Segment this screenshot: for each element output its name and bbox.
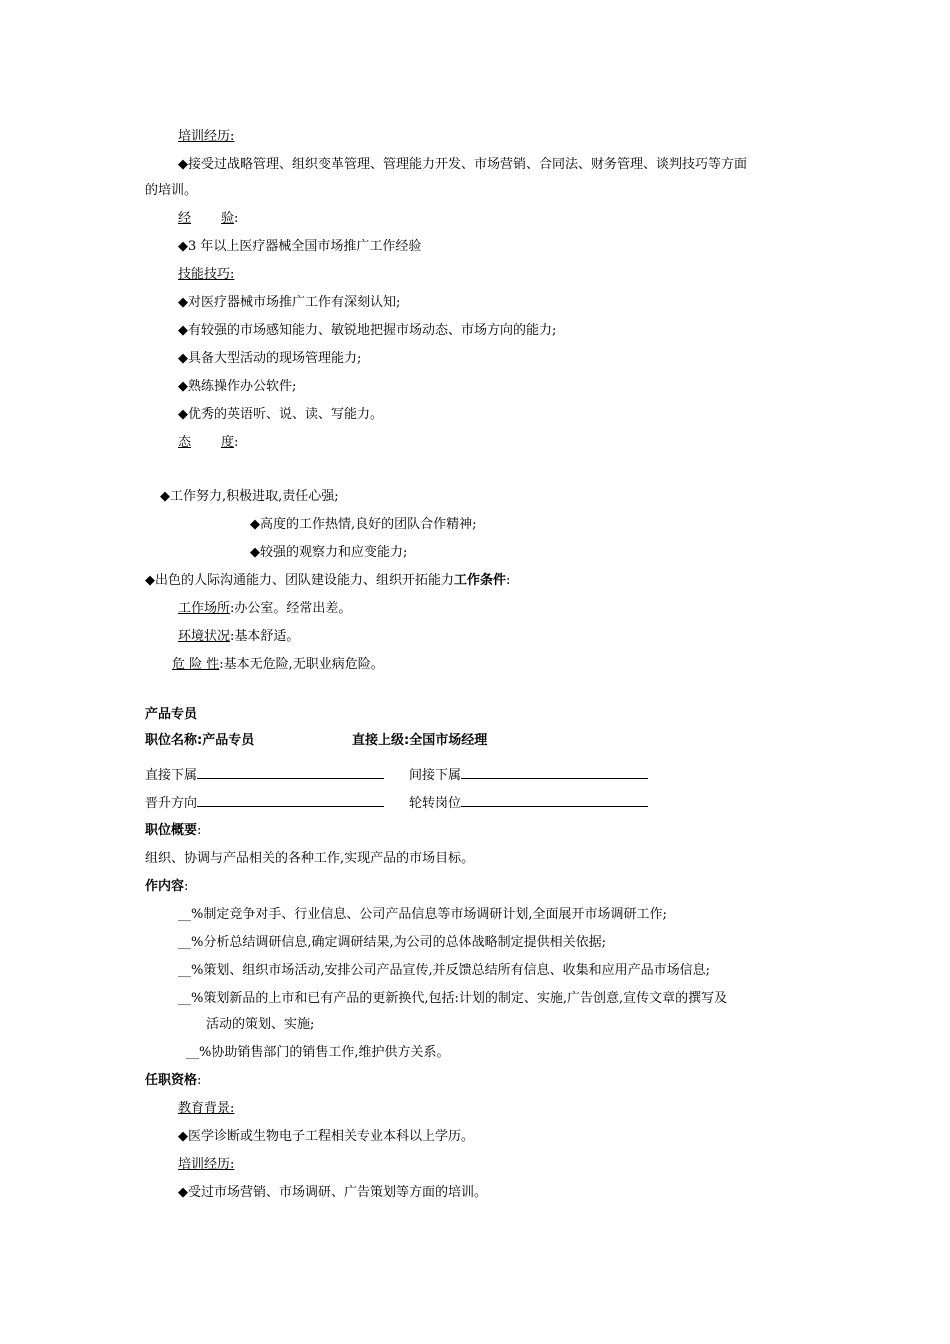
content-item-cont: 活动的策划、实施; [206, 1017, 315, 1032]
attitude-label [178, 435, 238, 451]
environment-value: :基本舒适。 [230, 629, 300, 644]
attitude-label-b: 度 [221, 435, 235, 450]
attitude-label-a: 态 [178, 435, 192, 450]
training-label: 培训经历: [178, 129, 235, 144]
qualification-heading [145, 1073, 201, 1089]
overview-heading [145, 823, 201, 839]
workplace-label: 工作场所 [178, 601, 231, 616]
danger-label: 危 险 性 [172, 657, 220, 672]
content-item: __%协助销售部门的销售工作,维护供方关系。 [186, 1045, 450, 1060]
content-item: __%制定竞争对手、行业信息、公司产品信息等市场调研计划,全面展开市场调研工作; [178, 907, 667, 922]
experience-colon: : [234, 211, 239, 226]
training-item-2: ◆受过市场营销、市场调研、广告策划等方面的培训。 [178, 1185, 487, 1200]
attitude-label-text [178, 435, 234, 450]
attitude-item: ◆工作努力,积极进取,责任心强; [160, 489, 339, 504]
experience-label-text [178, 211, 234, 226]
indirect-subordinate-label: 间接下属 [409, 768, 462, 783]
experience-label [178, 211, 238, 227]
content-item: __%策划、组织市场活动,安排公司产品宣传,并反馈总结所有信息、收集和应用产品市场信息; [178, 963, 710, 978]
skills-item: ◆有较强的市场感知能力、敏锐地把握市场动态、市场方向的能力; [178, 323, 557, 338]
experience-label-b: 验 [221, 211, 235, 226]
overview-label: 职位概要 [145, 823, 198, 838]
rotation-label: 轮转岗位 [409, 796, 462, 811]
danger-value: :基本无危险,无职业病危险。 [219, 657, 384, 672]
skills-item: ◆对医疗器械市场推广工作有深刻认知; [178, 295, 401, 310]
promotion-label: 晋升方向 [145, 796, 198, 811]
direct-superior: 直接上级:全国市场经理 [352, 733, 488, 748]
conditions-colon: : [506, 573, 511, 588]
direct-subordinate-label: 直接下属 [145, 768, 198, 783]
attitude-colon: : [234, 435, 239, 450]
qualification-colon: : [197, 1073, 202, 1088]
skills-item: ◆熟练操作办公软件; [178, 379, 297, 394]
content-label: 作内容 [145, 879, 185, 894]
training-item: ◆接受过战略管理、组织变革管理、管理能力开发、市场营销、合同法、财务管理、谈判技巧等方面 [178, 157, 747, 172]
workplace-value: :办公室。经常出差。 [230, 601, 352, 616]
environment-label: 环境状况 [178, 629, 231, 644]
conditions-label: 工作条件 [454, 573, 507, 588]
content-colon: : [184, 879, 189, 894]
skills-item: ◆优秀的英语听、说、读、写能力。 [178, 407, 383, 422]
rotation-line [409, 794, 648, 812]
experience-label-a: 经 [178, 211, 192, 226]
skills-item: ◆具备大型活动的现场管理能力; [178, 351, 362, 366]
workplace-line [178, 601, 351, 617]
experience-item: ◆3 年以上医疗器械全国市场推广工作经验 [178, 239, 422, 254]
comm-item-line [145, 573, 510, 589]
education-label: 教育背景: [178, 1101, 235, 1116]
promotion-blank [197, 794, 384, 807]
direct-subordinate-line [145, 766, 384, 784]
direct-subordinate-blank [197, 766, 384, 779]
overview-text: 组织、协调与产品相关的各种工作,实现产品的市场目标。 [145, 851, 475, 866]
environment-line [178, 629, 299, 645]
training-label-2: 培训经历: [178, 1157, 235, 1172]
attitude-item: ◆较强的观察力和应变能力; [250, 545, 408, 560]
qualification-label: 任职资格 [145, 1073, 198, 1088]
attitude-item: ◆高度的工作热情,良好的团队合作精神; [250, 517, 477, 532]
training-item-cont: 的培训。 [145, 183, 198, 198]
danger-line [172, 657, 384, 673]
content-item: __%分析总结调研信息,确定调研结果,为公司的总体战略制定提供相关依据; [178, 935, 606, 950]
rotation-blank [461, 794, 648, 807]
content-heading [145, 879, 188, 895]
promotion-line [145, 794, 384, 812]
skills-label: 技能技巧: [178, 267, 235, 282]
indirect-subordinate-blank [461, 766, 648, 779]
overview-colon: : [197, 823, 202, 838]
education-item: ◆医学诊断或生物电子工程相关专业本科以上学历。 [178, 1129, 474, 1144]
content-item: __%策划新品的上市和已有产品的更新换代,包括:计划的制定、实施,广告创意,宣传文章的撰写及 [178, 991, 728, 1006]
indirect-subordinate-line [409, 766, 648, 784]
comm-item: ◆出色的人际沟通能力、团队建设能力、组织开拓能力 [145, 573, 454, 588]
position-name: 职位名称:产品专员 [145, 733, 255, 748]
section-title: 产品专员 [145, 707, 198, 722]
